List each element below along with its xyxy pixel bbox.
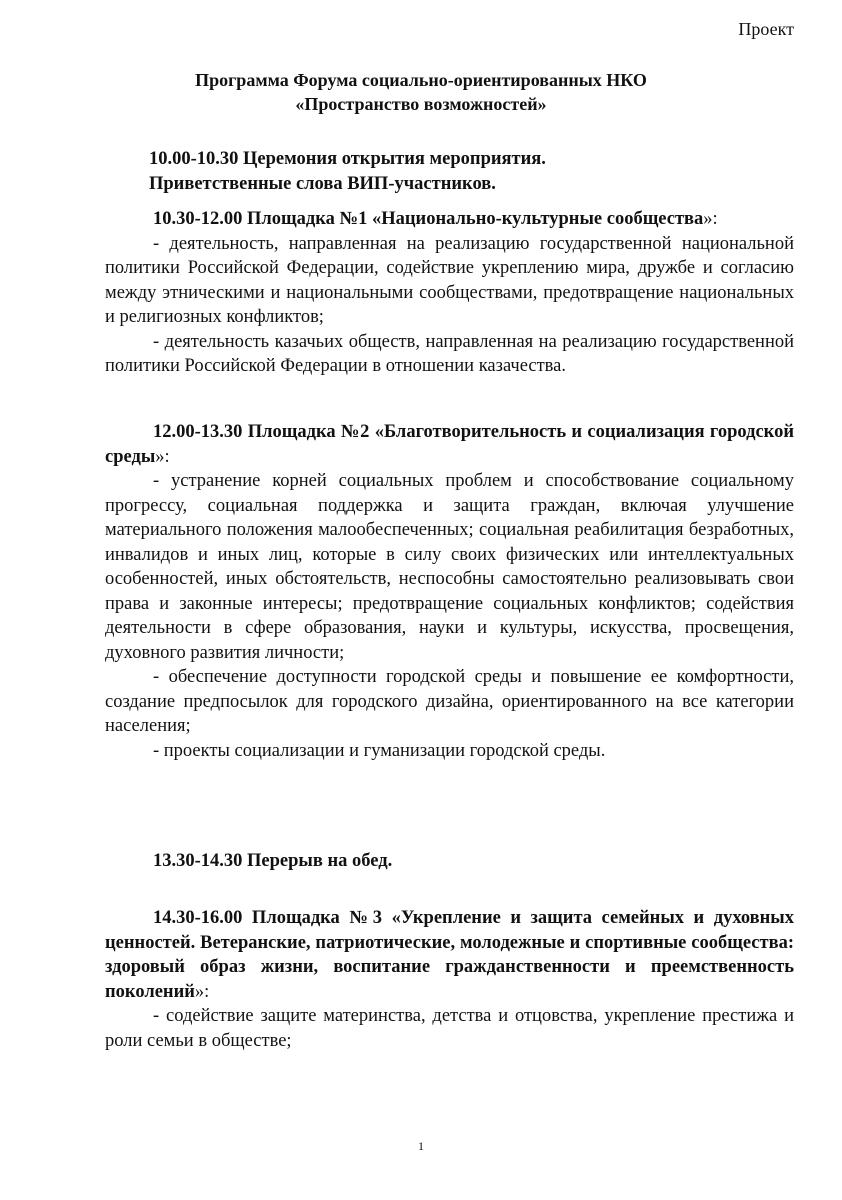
opening-line-2: Приветственные слова ВИП-участников. — [149, 173, 496, 194]
section-opening — [105, 147, 794, 196]
platform-1-bullet-2: - деятельность казачьих обществ, направленная на реализацию государственной политики Российской Федерации в отношении казачества. — [105, 331, 794, 376]
platform-3-heading — [105, 906, 794, 1004]
section-platform-1 — [105, 207, 794, 379]
platform-2-bullet-1: - устранение корней социальных проблем и способствование социальному прогрессу, социальная поддержка и защита граждан, включая улучшение материального положения малообеспеченных; социальная реабилитация безработных, инвалидов и иных лиц, которые в силу своих физических или интеллектуальных особенностей, иных обстоятельств, неспособны самостоятельно реализовывать свои права и законные интересы; предотвращение социальных конфликтов; содействия деятельности в сфере образования, науки и культуры, искусства, просвещения, духовного развития личности; — [105, 471, 794, 663]
platform-1-heading-tail: »: — [703, 209, 718, 229]
section-lunch — [105, 849, 794, 874]
page-number: 1 — [418, 1139, 424, 1153]
platform-1-bullet-1: - деятельность, направленная на реализацию государственной национальной политики Российской Федерации, содействие укреплению мира, дружбе и согласию между этническими и национальными сообществами, предотвращение национальных и религиозных конфликтов; — [105, 233, 794, 327]
section-platform-3 — [105, 906, 794, 1053]
draft-stamp: Проект — [738, 19, 794, 39]
platform-2-heading-tail: »: — [155, 446, 170, 467]
platform-3-heading-text: 14.30-16.00 Площадка №3 «Укрепление и защита семейных и духовных ценностей. Ветеранские, патриотические, молодежные и спортивные сообщества: здоровый образ жизни, воспитание гражданственности и преемственность поколений — [105, 908, 794, 1002]
title-line-2: «Пространство возможностей» — [295, 94, 547, 114]
platform-3-bullet-1: - содействие защите материнства, детства и отцовства, укрепление престижа и роли семьи в обществе; — [105, 1006, 794, 1051]
platform-2-bullet-3: - проекты социализации и гуманизации городской среды. — [153, 740, 606, 761]
lunch-line: 13.30-14.30 Перерыв на обед. — [153, 851, 393, 871]
platform-2-heading-text: 12.00-13.30 Площадка №2 «Благотворительность и социализация городской среды — [105, 422, 794, 467]
platform-2-bullet-2: - обеспечение доступности городской среды и повышение ее комфортности, создание предпосылок для городского дизайна, ориентированного на все категории населения; — [105, 667, 794, 736]
section-platform-2 — [105, 420, 794, 763]
platform-2-heading — [105, 420, 794, 469]
platform-1-heading-text: 10.30-12.00 Площадка №1 «Национально-культурные сообщества — [153, 209, 704, 229]
opening-line-1: 10.00-10.30 Церемония открытия мероприятия. — [149, 149, 546, 169]
platform-1-heading — [105, 207, 794, 232]
document-title — [0, 68, 842, 116]
platform-3-heading-tail: »: — [194, 981, 210, 1002]
title-line-1: Программа Форума социально-ориентированных НКО — [195, 70, 647, 90]
